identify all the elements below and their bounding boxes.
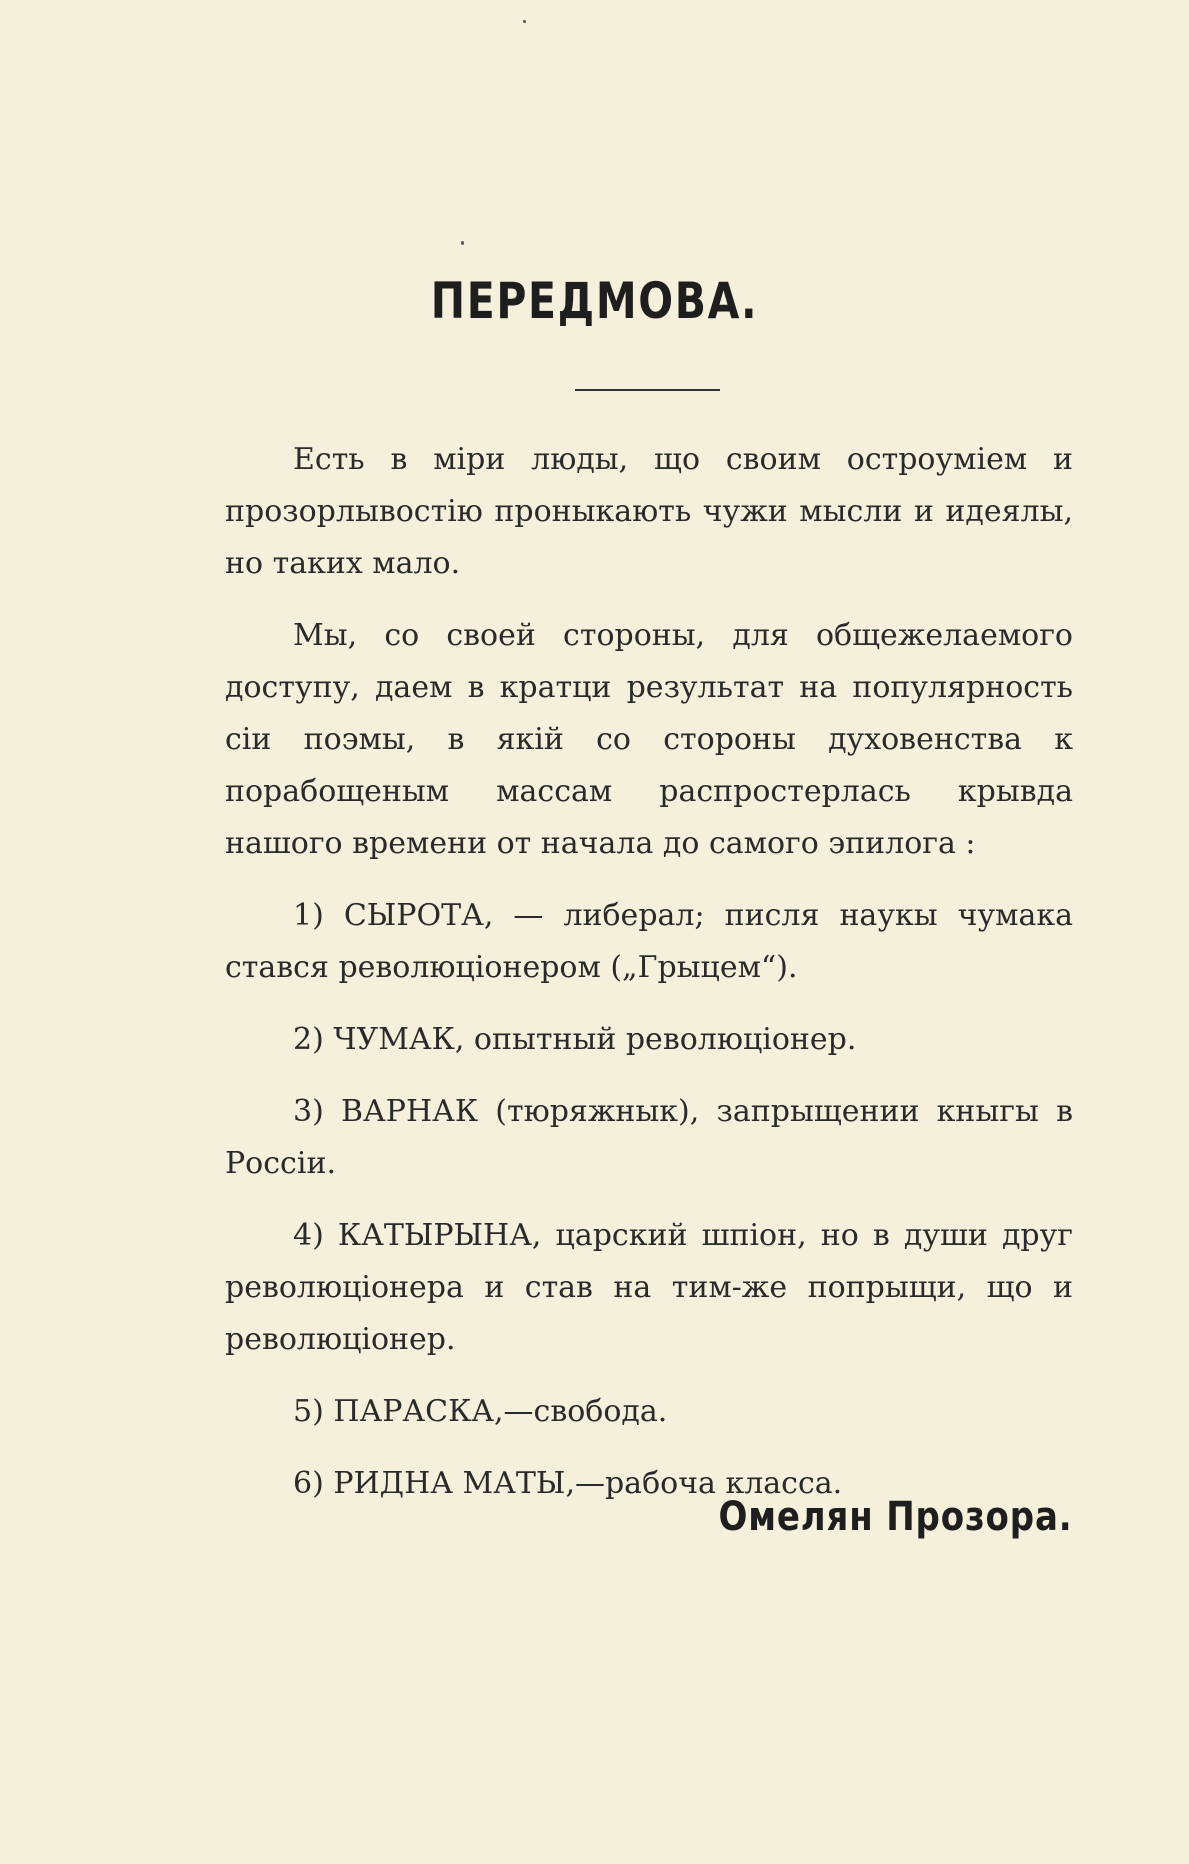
role-item-2: 2) ЧУМАК, опытный революціонер. bbox=[293, 1022, 857, 1057]
role-item-1: 1) СЫРОТА, — либерал; писля наукы чумака стався революціонером („Грыцем“). bbox=[225, 898, 1073, 985]
author-signature: Омелян Прозора. bbox=[718, 1494, 1073, 1540]
role-item-6: 6) РИДНА МАТЫ,—рабоча класса. bbox=[293, 1466, 843, 1501]
preface-body bbox=[225, 434, 1073, 1530]
paragraph-purpose: Мы, со своей стороны, для общежелаемого доступу, даем в кратци результат на популярность сіи поэмы, в якій со стороны духовенства к порабощеным массам распростерлась крывда нашого времени от начала до самого эпилога : bbox=[225, 618, 1073, 861]
print-speck bbox=[523, 20, 526, 23]
title-divider bbox=[575, 389, 720, 391]
role-item-3: 3) ВАРНАК (тюряжнык), запрыщении кныгы в Россіи. bbox=[225, 1094, 1073, 1181]
page-title: ПЕРЕДМОВА. bbox=[430, 272, 759, 330]
role-item-4: 4) КАТЫРЫНА, царский шпіон, но в души друг революціонера и став на тим-же попрыщи, що и революціонер. bbox=[225, 1218, 1073, 1357]
print-speck bbox=[461, 241, 464, 245]
role-item-5: 5) ПАРАСКА,—свобода. bbox=[293, 1394, 668, 1429]
paragraph-intro: Есть в міри люды, що своим остроуміем и прозорлывостію проныкають чужи мысли и идеялы, но таких мало. bbox=[225, 442, 1073, 581]
